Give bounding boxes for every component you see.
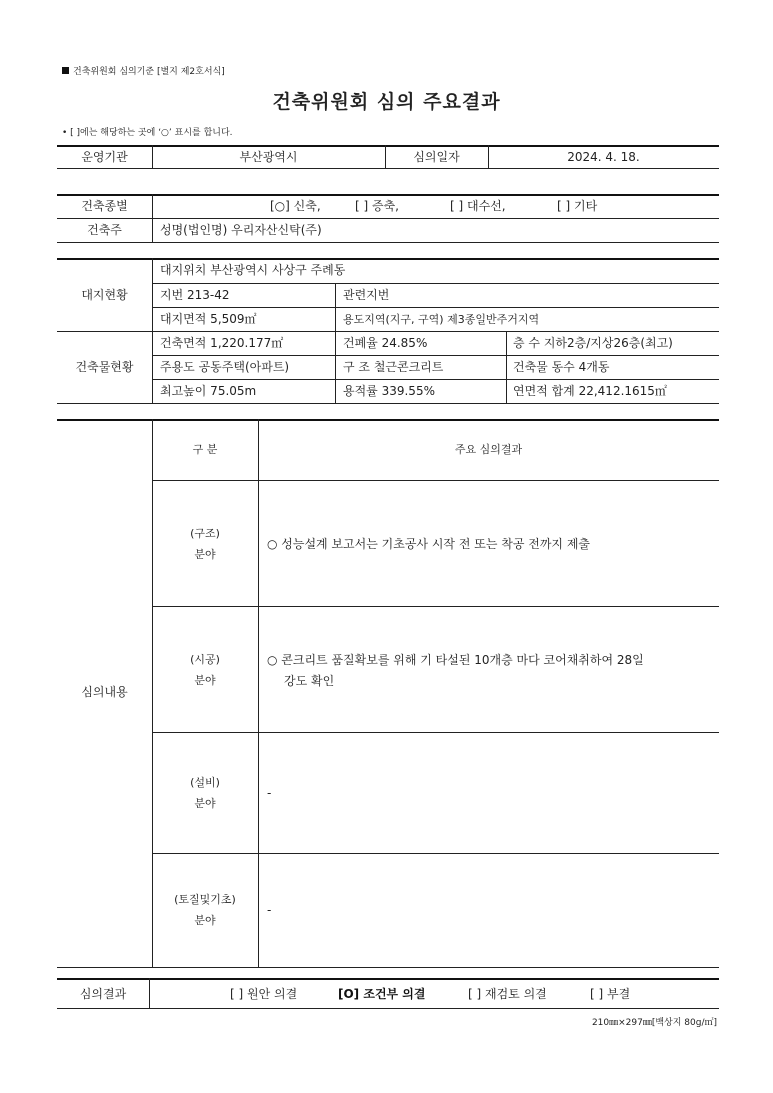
paper-spec: 210㎜×297㎜[백상지 80g/㎡] xyxy=(591,1018,717,1028)
category-suffix: 분야 xyxy=(194,797,216,810)
divider xyxy=(152,258,153,403)
category-soil-foundation: (토질및기초) xyxy=(174,893,236,906)
divider xyxy=(57,194,719,196)
divider xyxy=(258,419,259,967)
result-equipment: - xyxy=(267,786,272,800)
building-area: 건축면적 1,220.177㎡ xyxy=(160,336,284,350)
building-type-label: 건축종별 xyxy=(81,199,128,213)
category-suffix: 분야 xyxy=(194,674,216,687)
option-new[interactable]: [○] 신축, xyxy=(270,199,321,213)
divider xyxy=(152,480,719,481)
divider xyxy=(57,168,719,169)
page-title: 건축위원회 심의 주요결과 xyxy=(272,91,501,113)
column-header-category: 구 분 xyxy=(192,443,218,456)
building-structure: 구 조 철근콘크리트 xyxy=(343,360,444,374)
option-re-review[interactable]: [ ] 재검토 의결 xyxy=(468,987,547,1001)
divider xyxy=(152,283,719,284)
result-soil-foundation: - xyxy=(267,903,272,917)
divider xyxy=(152,606,719,607)
org-value: 부산광역시 xyxy=(239,150,298,164)
instruction-note: • [ ]에는 해당하는 곳에 ‘○’ 표시를 합니다. xyxy=(62,128,233,138)
site-label: 대지현황 xyxy=(81,288,128,302)
owner-label: 건축주 xyxy=(87,223,122,237)
review-section-label: 심의내용 xyxy=(81,685,128,699)
category-construction: (시공) xyxy=(190,653,220,666)
divider xyxy=(335,283,336,403)
divider xyxy=(57,242,719,243)
building-total-area: 연면적 합계 22,412.1615㎡ xyxy=(513,384,667,398)
building-count: 건축물 동수 4개동 xyxy=(513,360,610,374)
divider xyxy=(57,145,719,147)
divider xyxy=(57,258,719,260)
owner-value: 성명(법인명) 우리자산신탁(주) xyxy=(160,223,322,237)
divider xyxy=(57,403,719,404)
org-label: 운영기관 xyxy=(81,150,128,164)
divider xyxy=(506,331,507,403)
column-header-result: 주요 심의결과 xyxy=(454,443,523,456)
divider xyxy=(152,307,719,308)
site-area: 대지면적 5,509㎡ xyxy=(160,312,257,326)
building-far: 용적률 339.55% xyxy=(343,384,435,398)
category-structure: (구조) xyxy=(190,527,220,540)
divider xyxy=(57,967,719,968)
building-height: 최고높이 75.05m xyxy=(160,384,257,398)
divider xyxy=(57,218,719,219)
option-conditional-approval[interactable]: [O] 조건부 의결 xyxy=(338,987,426,1001)
divider xyxy=(57,978,719,980)
option-rejection[interactable]: [ ] 부결 xyxy=(590,987,631,1001)
option-major-repair[interactable]: [ ] 대수선, xyxy=(450,199,506,213)
result-construction-line1: ○ 콘크리트 품질확보를 위해 기 타설된 10개층 마다 코어채취하여 28일 xyxy=(267,653,644,667)
divider xyxy=(57,1008,719,1009)
option-other[interactable]: [ ] 기타 xyxy=(557,199,598,213)
site-zoning: 용도지역(지구, 구역) 제3종일반주거지역 xyxy=(343,313,540,326)
building-use: 주용도 공동주택(아파트) xyxy=(160,360,290,374)
building-coverage: 건폐율 24.85% xyxy=(343,336,428,350)
form-label-text: 건축위원회 심의기준 [별지 제2호서식] xyxy=(73,67,225,77)
category-equipment: (설비) xyxy=(190,776,220,789)
divider xyxy=(152,419,153,967)
result-construction-line2: 강도 확인 xyxy=(284,674,335,688)
divider xyxy=(152,732,719,733)
building-floors: 층 수 지하2층/지상26층(최고) xyxy=(513,336,673,350)
divider xyxy=(57,331,719,332)
divider xyxy=(152,355,719,356)
divider xyxy=(57,419,719,421)
result-structure: ○ 성능설계 보고서는 기초공사 시작 전 또는 착공 전까지 제출 xyxy=(267,537,591,551)
divider xyxy=(152,194,153,242)
category-suffix: 분야 xyxy=(194,548,216,561)
site-related-lot: 관련지번 xyxy=(343,288,390,302)
option-original-approval[interactable]: [ ] 원안 의결 xyxy=(230,987,298,1001)
site-lot: 지번 213-42 xyxy=(160,288,230,302)
divider xyxy=(152,853,719,854)
date-label: 심의일자 xyxy=(413,150,460,164)
building-label: 건축물현황 xyxy=(75,360,134,374)
option-extension[interactable]: [ ] 증축, xyxy=(355,199,399,213)
square-bullet-icon xyxy=(62,67,69,74)
result-label: 심의결과 xyxy=(79,987,127,1001)
divider xyxy=(149,978,150,1008)
site-location: 대지위치 부산광역시 사상구 주례동 xyxy=(160,263,346,277)
divider xyxy=(152,379,719,380)
form-label xyxy=(62,67,225,77)
category-suffix: 분야 xyxy=(194,914,216,927)
date-value: 2024. 4. 18. xyxy=(567,150,640,164)
